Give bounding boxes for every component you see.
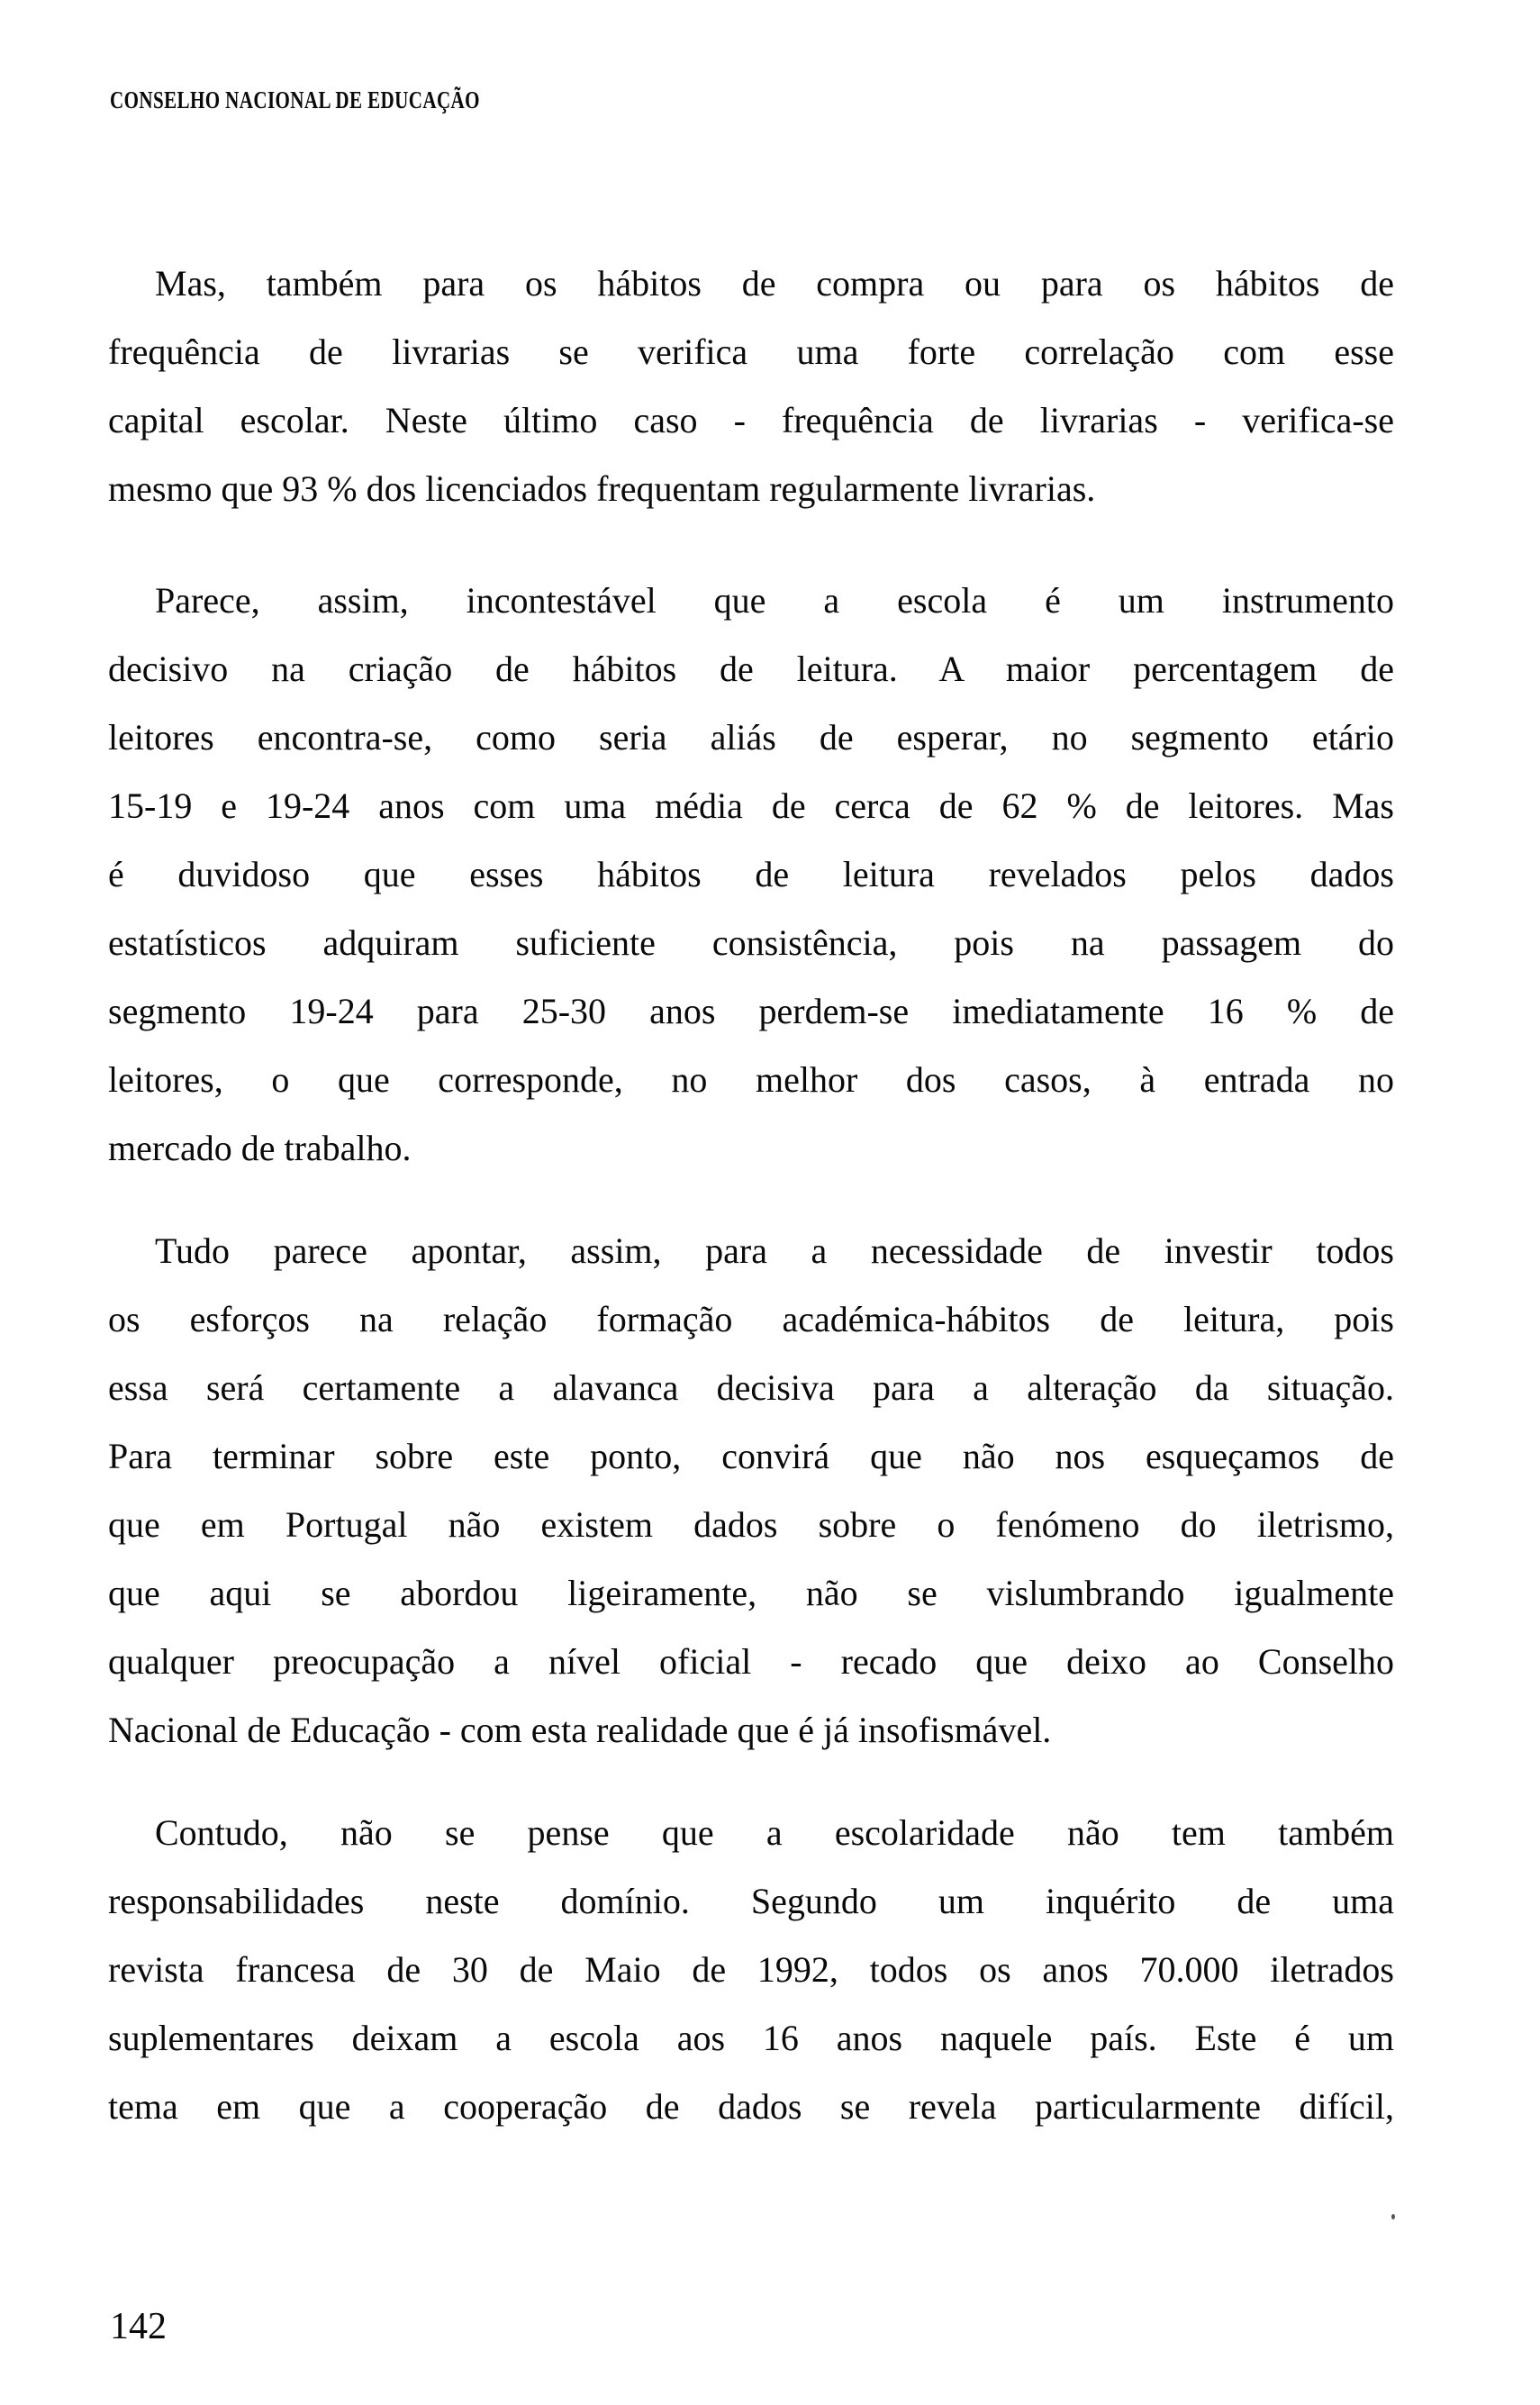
text-line: Nacional de Educação - com esta realidade que é já insofismável. bbox=[108, 1710, 1052, 1750]
text-line: Mas, também para os hábitos de compra ou para os hábitos de bbox=[155, 263, 1394, 304]
text-line: suplementares deixam a escola aos 16 anos naquele país. Este é um bbox=[108, 2018, 1394, 2058]
paragraph bbox=[108, 250, 1394, 523]
text-line: 15-19 e 19-24 anos com uma média de cerca de 62 % de leitores. Mas bbox=[108, 785, 1394, 826]
text-line: decisivo na criação de hábitos de leitura. A maior percentagem de bbox=[108, 649, 1394, 689]
paragraph bbox=[108, 567, 1394, 1183]
text-line: estatísticos adquiram suficiente consistência, pois na passagem do bbox=[108, 922, 1394, 963]
text-line: essa será certamente a alavanca decisiva para a alteração da situação. bbox=[108, 1367, 1394, 1408]
paragraph bbox=[108, 1799, 1394, 2141]
running-header bbox=[110, 86, 584, 114]
text-line: capital escolar. Neste último caso - frequência de livrarias - verifica-se bbox=[108, 400, 1394, 440]
text-line: leitores encontra-se, como seria aliás de esperar, no segmento etário bbox=[108, 717, 1394, 758]
text-line: Parece, assim, incontestável que a escola é um instrumento bbox=[155, 580, 1394, 621]
text-line: que aqui se abordou ligeiramente, não se vislumbrando igualmente bbox=[108, 1573, 1394, 1613]
scan-speck bbox=[1391, 2214, 1395, 2219]
page-number: 142 bbox=[110, 2306, 167, 2347]
text-line: que em Portugal não existem dados sobre o fenómeno do iletrismo, bbox=[108, 1504, 1394, 1545]
text-line: mesmo que 93 % dos licenciados frequentam regularmente livrarias. bbox=[108, 468, 1096, 509]
text-line: Tudo parece apontar, assim, para a necessidade de investir todos bbox=[155, 1230, 1394, 1271]
text-line: responsabilidades neste domínio. Segundo um inquérito de uma bbox=[108, 1881, 1394, 1921]
text-line: tema em que a cooperação de dados se revela particularmente difícil, bbox=[108, 2086, 1394, 2127]
text-line: frequência de livrarias se verifica uma forte correlação com esse bbox=[108, 331, 1394, 372]
text-line: mercado de trabalho. bbox=[108, 1128, 412, 1168]
text-line: leitores, o que corresponde, no melhor dos casos, à entrada no bbox=[108, 1059, 1394, 1100]
text-line: Para terminar sobre este ponto, convirá que não nos esqueçamos de bbox=[108, 1436, 1394, 1476]
running-header-text: CONSELHO NACIONAL DE EDUCAÇÃO bbox=[110, 86, 480, 113]
text-line: Contudo, não se pense que a escolaridade não tem também bbox=[155, 1812, 1394, 1853]
text-line: os esforços na relação formação académica-hábitos de leitura, pois bbox=[108, 1299, 1394, 1339]
text-line: segmento 19-24 para 25-30 anos perdem-se imediatamente 16 % de bbox=[108, 991, 1394, 1031]
text-line: qualquer preocupação a nível oficial - recado que deixo ao Conselho bbox=[108, 1641, 1394, 1682]
text-line: revista francesa de 30 de Maio de 1992, todos os anos 70.000 iletrados bbox=[108, 1949, 1394, 1990]
paragraph bbox=[108, 1217, 1394, 1765]
text-line: é duvidoso que esses hábitos de leitura revelados pelos dados bbox=[108, 854, 1394, 894]
